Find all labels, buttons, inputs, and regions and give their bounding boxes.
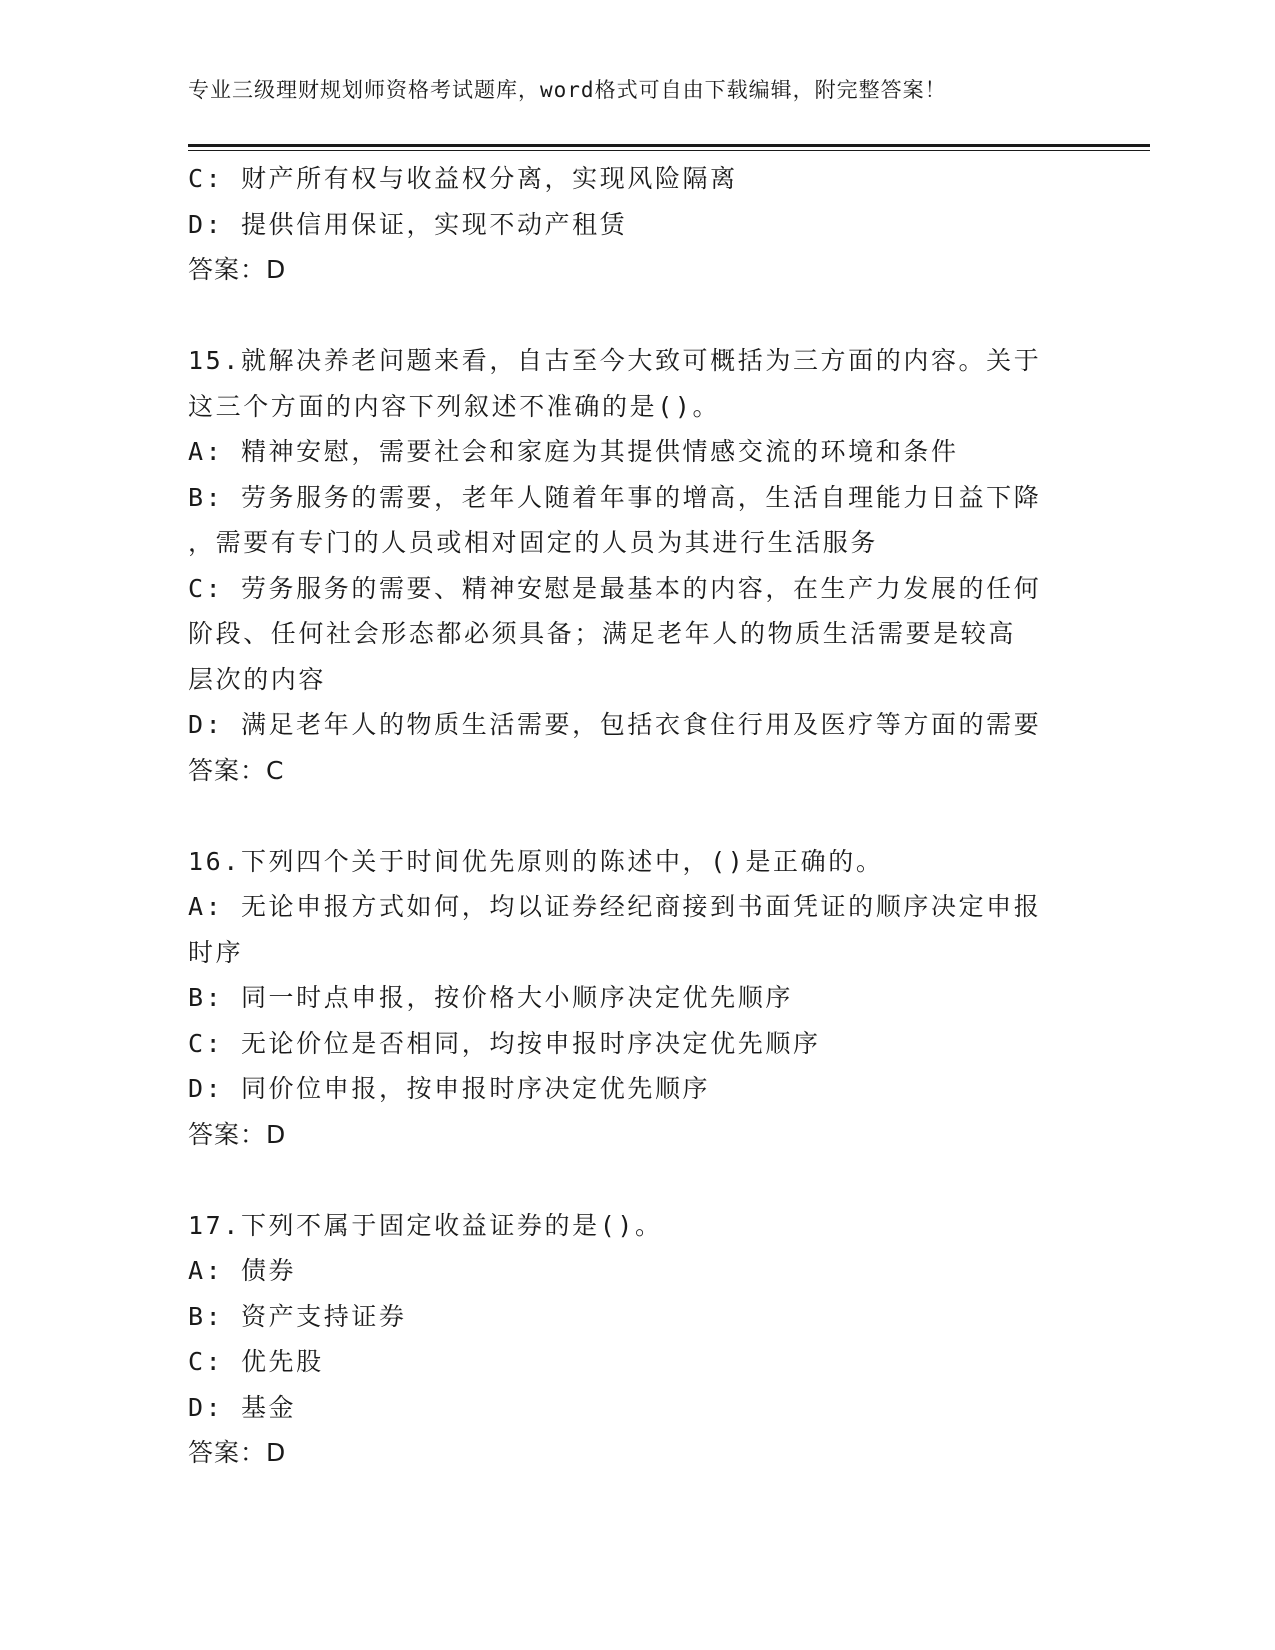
- option-line: 层次的内容: [188, 664, 327, 694]
- question-stem: 16.下列四个关于时间优先原则的陈述中，()是正确的。: [188, 846, 884, 876]
- option-line: B: 劳务服务的需要，老年人随着年事的增高，生活自理能力日益下降: [188, 482, 1042, 512]
- question-stem: 17.下列不属于固定收益证券的是()。: [188, 1210, 663, 1240]
- option-line: A: 精神安慰，需要社会和家庭为其提供情感交流的环境和条件: [188, 437, 959, 466]
- option-line: C: 劳务服务的需要、精神安慰是最基本的内容，在生产力发展的任何: [188, 573, 1042, 603]
- question-stem: 15.就解决养老问题来看，自古至今大致可概括为三方面的内容。关于: [188, 346, 1042, 375]
- option-line: D: 满足老年人的物质生活需要，包括衣食住行用及医疗等方面的需要: [188, 710, 1042, 739]
- answer-line: 答案：D: [188, 1438, 287, 1467]
- option-line: 时序: [188, 937, 244, 967]
- option-line: D: 基金: [188, 1392, 297, 1422]
- option-line: B: 资产支持证券: [188, 1301, 407, 1331]
- option-line: B: 同一时点申报，按价格大小顺序决定优先顺序: [188, 983, 793, 1012]
- option-line: A: 无论申报方式如何，均以证券经纪商接到书面凭证的顺序决定申报: [188, 892, 1042, 921]
- answer-line: 答案：C: [188, 755, 285, 785]
- spacer: [188, 293, 1118, 339]
- question-stem: 这三个方面的内容下列叙述不准确的是()。: [188, 391, 721, 421]
- question-content: [188, 156, 1118, 1476]
- option-line: ，需要有专门的人员或相对固定的人员为其进行生活服务: [188, 528, 879, 557]
- option-line: C: 无论价位是否相同，均按申报时序决定优先顺序: [188, 1028, 821, 1058]
- header-divider: [188, 144, 1150, 151]
- option-line: C: 财产所有权与收益权分离，实现风险隔离: [188, 164, 738, 193]
- option-line: 阶段、任何社会形态都必须具备；满足老年人的物质生活需要是较高: [188, 619, 1017, 648]
- spacer: [188, 1157, 1118, 1203]
- option-line: D: 同价位申报，按申报时序决定优先顺序: [188, 1074, 711, 1103]
- answer-line: 答案：D: [188, 1119, 287, 1149]
- spacer: [188, 793, 1118, 839]
- option-line: D: 提供信用保证，实现不动产租赁: [188, 209, 628, 239]
- option-line: A: 债券: [188, 1256, 297, 1285]
- option-line: C: 优先股: [188, 1347, 324, 1376]
- answer-line: 答案：D: [188, 255, 287, 284]
- page-header: 专业三级理财规划师资格考试题库，word格式可自由下载编辑，附完整答案！: [188, 78, 947, 102]
